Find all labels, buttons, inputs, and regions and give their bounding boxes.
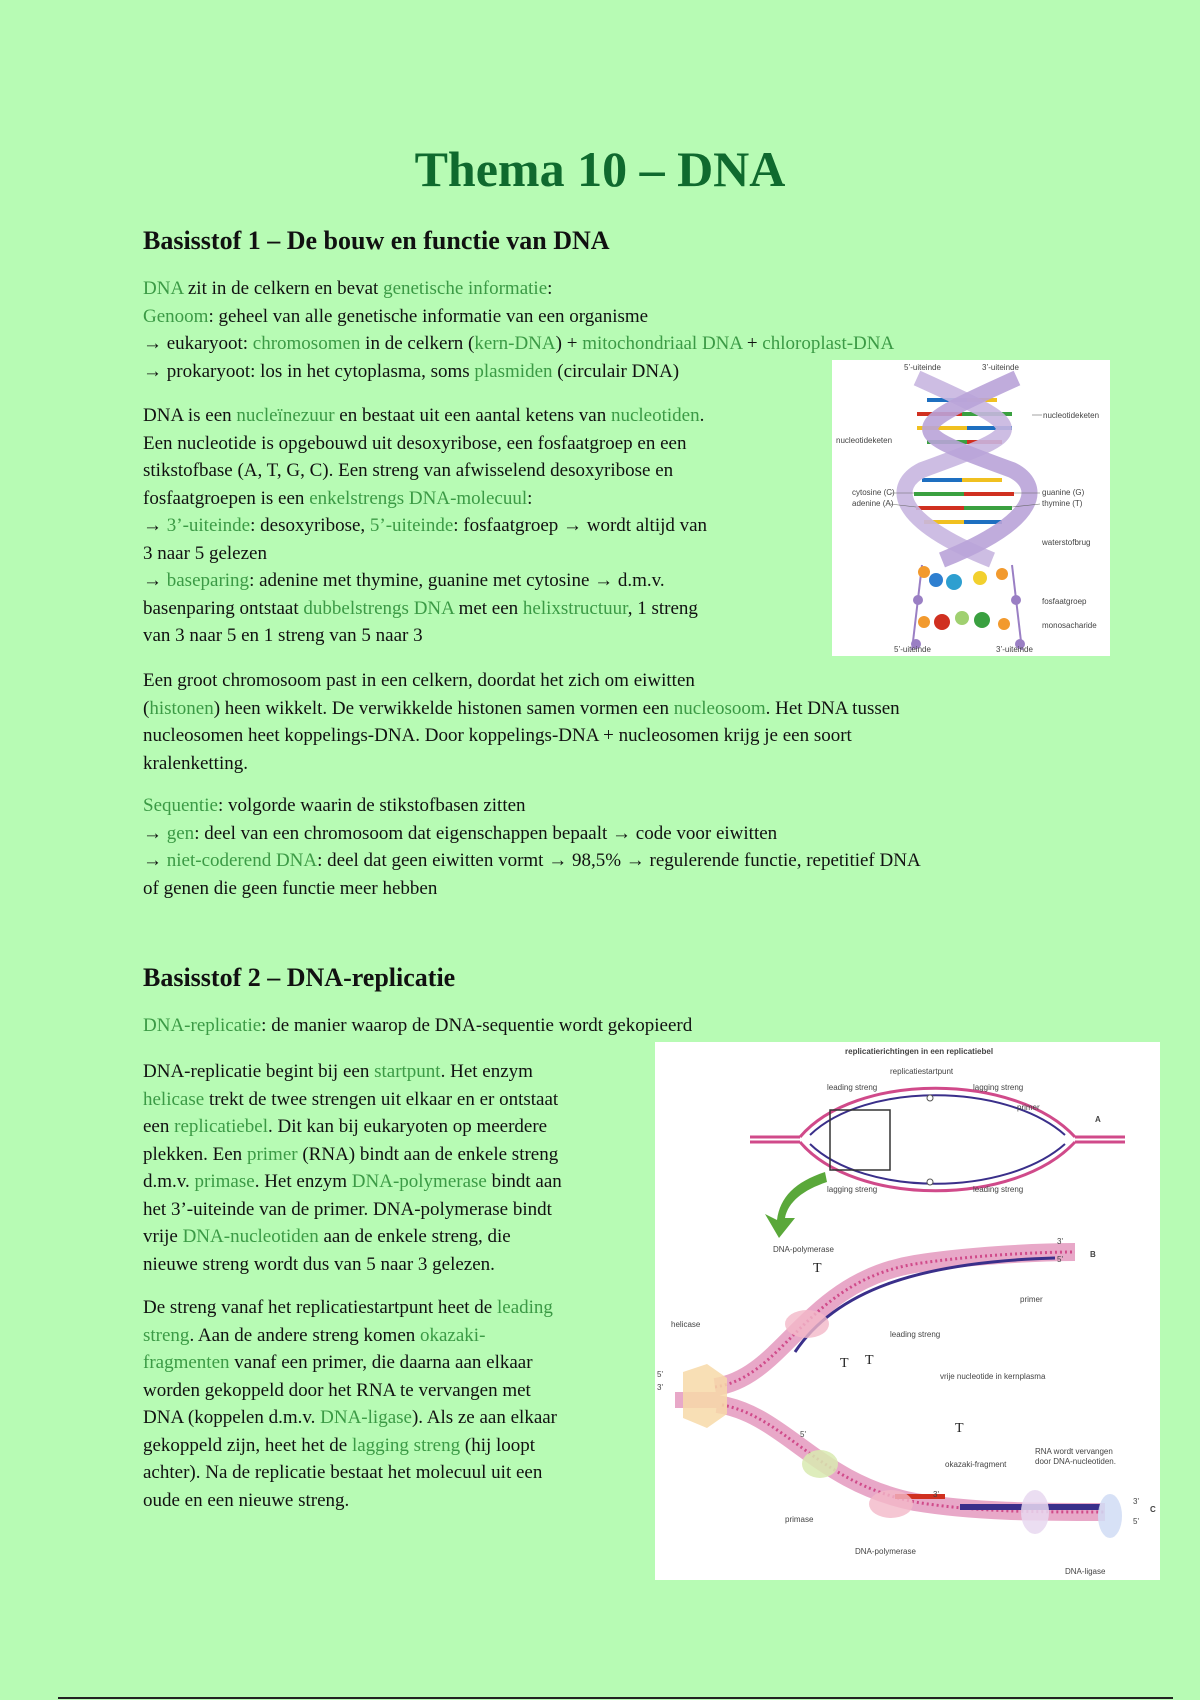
text: : adenine met thymine, guanine met cytosine → d.m.v. (249, 570, 665, 591)
text: en bestaat uit een aantal ketens van (334, 405, 611, 426)
term: DNA-polymerase (351, 1171, 487, 1192)
label-B: B (1090, 1250, 1096, 1259)
label-dna-polymerase-top: DNA-polymerase (773, 1245, 834, 1254)
term: okazaki- (420, 1324, 486, 1346)
paragraph-sequentie (143, 792, 1083, 902)
term: nucleosoom (673, 697, 766, 719)
label-5-end-top: 5’-uiteinde (904, 363, 941, 372)
term: niet-coderend DNA (166, 850, 318, 871)
text-line: stikstofbase (A, T, G, C). Een streng van afwisselend desoxyribose en (143, 460, 674, 481)
label-C: C (1150, 1505, 1156, 1514)
free-nucleotide-icon: T (955, 1421, 964, 1436)
text: → eukaryoot: (143, 333, 253, 354)
text: zit in de celkern en bevat (183, 278, 384, 299)
text-line: achter). Na de replicatie bestaat het molecuul uit een (143, 1462, 543, 1483)
label-waterstofbrug: waterstofbrug (1042, 538, 1091, 547)
label-okazaki-fragment: okazaki-fragment (945, 1460, 1007, 1469)
paragraph-replicatie-start (143, 1058, 643, 1278)
text: (RNA) bindt aan de enkele streng (297, 1143, 559, 1165)
text-line: nucleosomen heet koppelings-DNA. Door koppelings-DNA + nucleosomen krijg je een soort (143, 725, 852, 746)
label-lagging-streng-b: lagging streng (827, 1185, 878, 1194)
text: . Aan de andere streng komen (189, 1324, 420, 1346)
text-line (143, 1012, 843, 1040)
text-line: het 3’-uiteinde van de primer. DNA-polymerase bindt (143, 1198, 552, 1220)
label-dna-ligase: DNA-ligase (1065, 1567, 1106, 1576)
label-vrije-nucleotide: vrije nucleotide in kernplasma (940, 1372, 1046, 1381)
text-line (143, 303, 1043, 331)
text: ). Als ze aan elkaar (411, 1407, 558, 1428)
text-line (143, 1322, 643, 1350)
section-heading-2: Basisstof 2 – DNA-replicatie (143, 963, 456, 992)
text: : deel dat geen eiwitten vormt → 98,5% → regulerende functie, repetitief DNA (317, 850, 921, 871)
term: Sequentie (143, 795, 218, 816)
label-3-b: 3' (1057, 1237, 1063, 1246)
text: een (143, 1116, 175, 1137)
text-line: Een nucleotide is opgebouwd uit desoxyribose, een fosfaatgroep en een (143, 432, 687, 454)
text: plekken. Een (143, 1143, 247, 1165)
term: enkelstrengs DNA-molecuul (309, 487, 528, 509)
term: streng (143, 1324, 190, 1346)
label-leading-streng-a: leading streng (827, 1083, 878, 1092)
text-line: nieuwe streng wordt dus van 5 naar 3 gelezen. (143, 1253, 495, 1275)
text-line (143, 792, 1083, 820)
term: 5’-uiteinde (369, 515, 454, 536)
free-nucleotide-icon: T (813, 1261, 822, 1276)
free-nucleotide-icon: T (840, 1356, 849, 1371)
label-replicatiestartpunt: replicatiestartpunt (890, 1067, 954, 1076)
paragraph-nucleotide (143, 402, 823, 650)
text: . Dit kan bij eukaryoten op meerdere (268, 1116, 548, 1137)
term: primase (194, 1171, 255, 1192)
text-line (143, 1168, 643, 1196)
text: vanaf een primer, die daarna aan elkaar (229, 1352, 533, 1373)
text-line: van 3 naar 5 en 1 streng van 5 naar 3 (143, 625, 423, 646)
text-line: kralenketting. (143, 752, 248, 774)
term: genetische informatie (383, 278, 548, 299)
term: gen (166, 822, 195, 844)
text: ( (143, 697, 150, 719)
label-leading-streng-b: leading streng (973, 1185, 1024, 1194)
term: chromosomen (252, 333, 361, 354)
text-line (143, 567, 823, 595)
term: baseparing (166, 570, 250, 591)
text-line (143, 1086, 643, 1114)
text: + (742, 333, 763, 354)
label-monosacharide: monosacharide (1042, 621, 1097, 630)
term: plasmiden (474, 360, 553, 382)
text: → (143, 822, 167, 844)
dna-helix-figure (832, 360, 1110, 656)
term: leading (497, 1297, 553, 1318)
label-primase: primase (785, 1515, 814, 1524)
label-5-end-bottom: 5’-uiteinde (894, 645, 931, 654)
text: bindt aan (486, 1171, 562, 1192)
label-3-strand: 3' (933, 1490, 939, 1499)
label-adenine: adenine (A) (852, 499, 894, 508)
label-5-strand: 5' (800, 1430, 806, 1439)
text: aan de enkele streng, die (318, 1226, 511, 1247)
text: DNA-replicatie begint bij een (143, 1061, 375, 1082)
term: mitochondriaal DNA (582, 333, 743, 354)
replication-figure (655, 1042, 1160, 1580)
text: gekoppeld zijn, heet het de (143, 1434, 352, 1456)
paragraph-chromosoom (143, 667, 1083, 777)
term: helicase (143, 1088, 205, 1110)
text: (hij loopt (460, 1434, 536, 1456)
page-title: Thema 10 – DNA (414, 141, 786, 197)
term: histonen (149, 697, 214, 719)
text-line: of genen die geen functie meer hebben (143, 877, 438, 899)
text: : fosfaatgroep → wordt altijd van (453, 515, 708, 536)
text: . Het enzym (254, 1171, 352, 1192)
label-guanine: guanine (G) (1042, 488, 1085, 497)
text-line (143, 1113, 643, 1141)
label-5-left: 5' (657, 1370, 663, 1379)
label-3-left: 3' (657, 1383, 663, 1392)
label-5-c: 5' (1133, 1517, 1139, 1526)
text-line (143, 485, 823, 513)
replication-diagram (655, 1042, 1160, 1580)
text-line (143, 1294, 643, 1322)
text: : desoxyribose, (250, 515, 370, 536)
text: → (143, 850, 167, 871)
term: primer (246, 1143, 298, 1165)
text: in de celkern ( (360, 333, 475, 354)
text: d.m.v. (143, 1171, 195, 1192)
text-line: oude en een nieuwe streng. (143, 1489, 350, 1511)
text-line (143, 402, 823, 430)
green-arrow-icon (765, 1172, 827, 1238)
text: ) heen wikkelt. De verwikkelde histonen samen vormen een (213, 697, 674, 719)
text: (circulair DNA) (552, 360, 680, 382)
text: . Het enzym (440, 1061, 533, 1082)
nucleotide-detail (911, 565, 1025, 650)
label-leading-streng-mid: leading streng (890, 1330, 941, 1339)
term: replicatiebel (174, 1116, 269, 1137)
text: : volgorde waarin de stikstofbasen zitten (217, 795, 526, 816)
term: chloroplast-DNA (762, 333, 895, 354)
label-rna-vervangen-1: RNA wordt vervangen (1035, 1447, 1113, 1456)
text-line: Een groot chromosoom past in een celkern, doordat het zich om eiwitten (143, 670, 695, 691)
text: : (527, 487, 533, 509)
replication-bubble (750, 1088, 1125, 1191)
label-A: A (1095, 1115, 1101, 1124)
free-nucleotide-icon: T (865, 1353, 874, 1368)
section-heading-1: Basisstof 1 – De bouw en functie van DNA (143, 226, 610, 255)
text: → prokaryoot: los in het cytoplasma, soms (143, 360, 475, 382)
term: fragmenten (143, 1352, 230, 1373)
text: ) + (555, 333, 583, 354)
label-primer-b: primer (1020, 1295, 1043, 1304)
label-dna-polymerase-bottom: DNA-polymerase (855, 1547, 916, 1556)
paragraph-leading-lagging (143, 1294, 643, 1514)
term: kern-DNA (474, 333, 556, 354)
text-line (143, 695, 1083, 723)
text: basenparing ontstaat (143, 597, 304, 619)
term: lagging streng (351, 1434, 461, 1456)
text-line (143, 1058, 643, 1086)
label-3-c: 3' (1133, 1497, 1139, 1506)
text: DNA (koppelen d.m.v. (143, 1407, 321, 1428)
text-line (143, 1404, 643, 1432)
text: De streng vanaf het replicatiestartpunt heet de (143, 1297, 497, 1318)
label-cytosine: cytosine (C) (852, 488, 895, 497)
label-nucleotideketen-right: nucleotideketen (1043, 411, 1100, 420)
term: startpunt (374, 1061, 441, 1082)
label-thymine: thymine (T) (1042, 499, 1083, 508)
term: DNA-nucleotiden (182, 1226, 319, 1247)
text-line (143, 275, 1043, 303)
paragraph-replicatie-def (143, 1012, 843, 1040)
text: , 1 streng (627, 597, 698, 619)
label-lagging-streng-a: lagging streng (973, 1083, 1024, 1092)
text-line (143, 330, 1043, 358)
text: : geheel van alle genetische informatie van een organisme (208, 305, 649, 327)
text: met een (453, 597, 523, 619)
footer-divider (58, 1697, 1173, 1699)
text-line (143, 1432, 643, 1460)
label-3-end-top: 3’-uiteinde (982, 363, 1019, 372)
replication-fork (675, 1252, 1122, 1538)
term: DNA-ligase (320, 1407, 412, 1428)
text-line (143, 1141, 643, 1169)
text: . Het DNA tussen (765, 697, 900, 719)
text-line (143, 512, 823, 540)
text: trekt de twee strengen uit elkaar en er ontstaat (204, 1088, 559, 1110)
term: helixstructuur (522, 597, 628, 619)
term: 3’-uiteinde (166, 515, 251, 536)
term: DNA-replicatie (143, 1015, 262, 1036)
text-line: 3 naar 5 gelezen (143, 542, 267, 564)
text: . (699, 405, 705, 426)
label-helicase: helicase (671, 1320, 701, 1329)
term: nucleotiden (610, 405, 700, 426)
text-line (143, 1349, 643, 1377)
label-nucleotideketen-left: nucleotideketen (836, 436, 893, 445)
term: nucleïnezuur (236, 405, 335, 426)
text: → (143, 570, 167, 591)
text: : deel van een chromosoom dat eigenschappen bepaalt → code voor eiwitten (194, 822, 778, 844)
text: : (547, 278, 553, 299)
text-line (143, 847, 1083, 875)
term: DNA (143, 278, 184, 299)
text: → (143, 515, 167, 536)
text: : de manier waarop de DNA-sequentie wordt gekopieerd (261, 1015, 693, 1036)
label-3-end-bottom: 3’-uiteinde (996, 645, 1033, 654)
text: DNA is een (143, 405, 237, 426)
text-line (143, 1223, 643, 1251)
text-line: worden gekoppeld door het RNA te vervangen met (143, 1379, 531, 1401)
label-fosfaatgroep: fosfaatgroep (1042, 597, 1087, 606)
text: fosfaatgroepen is een (143, 487, 310, 509)
text: vrije (143, 1226, 183, 1247)
figure-title: replicatierichtingen in een replicatiebel (845, 1047, 994, 1056)
text-line (143, 820, 1083, 848)
label-rna-vervangen-2: door DNA-nucleotiden. (1035, 1457, 1116, 1466)
label-primer-a: primer (1017, 1103, 1040, 1112)
label-5-b: 5' (1057, 1255, 1063, 1264)
term: dubbelstrengs DNA (303, 597, 454, 619)
dna-helix-diagram (832, 360, 1110, 656)
term: Genoom (143, 305, 209, 327)
text-line (143, 595, 823, 623)
